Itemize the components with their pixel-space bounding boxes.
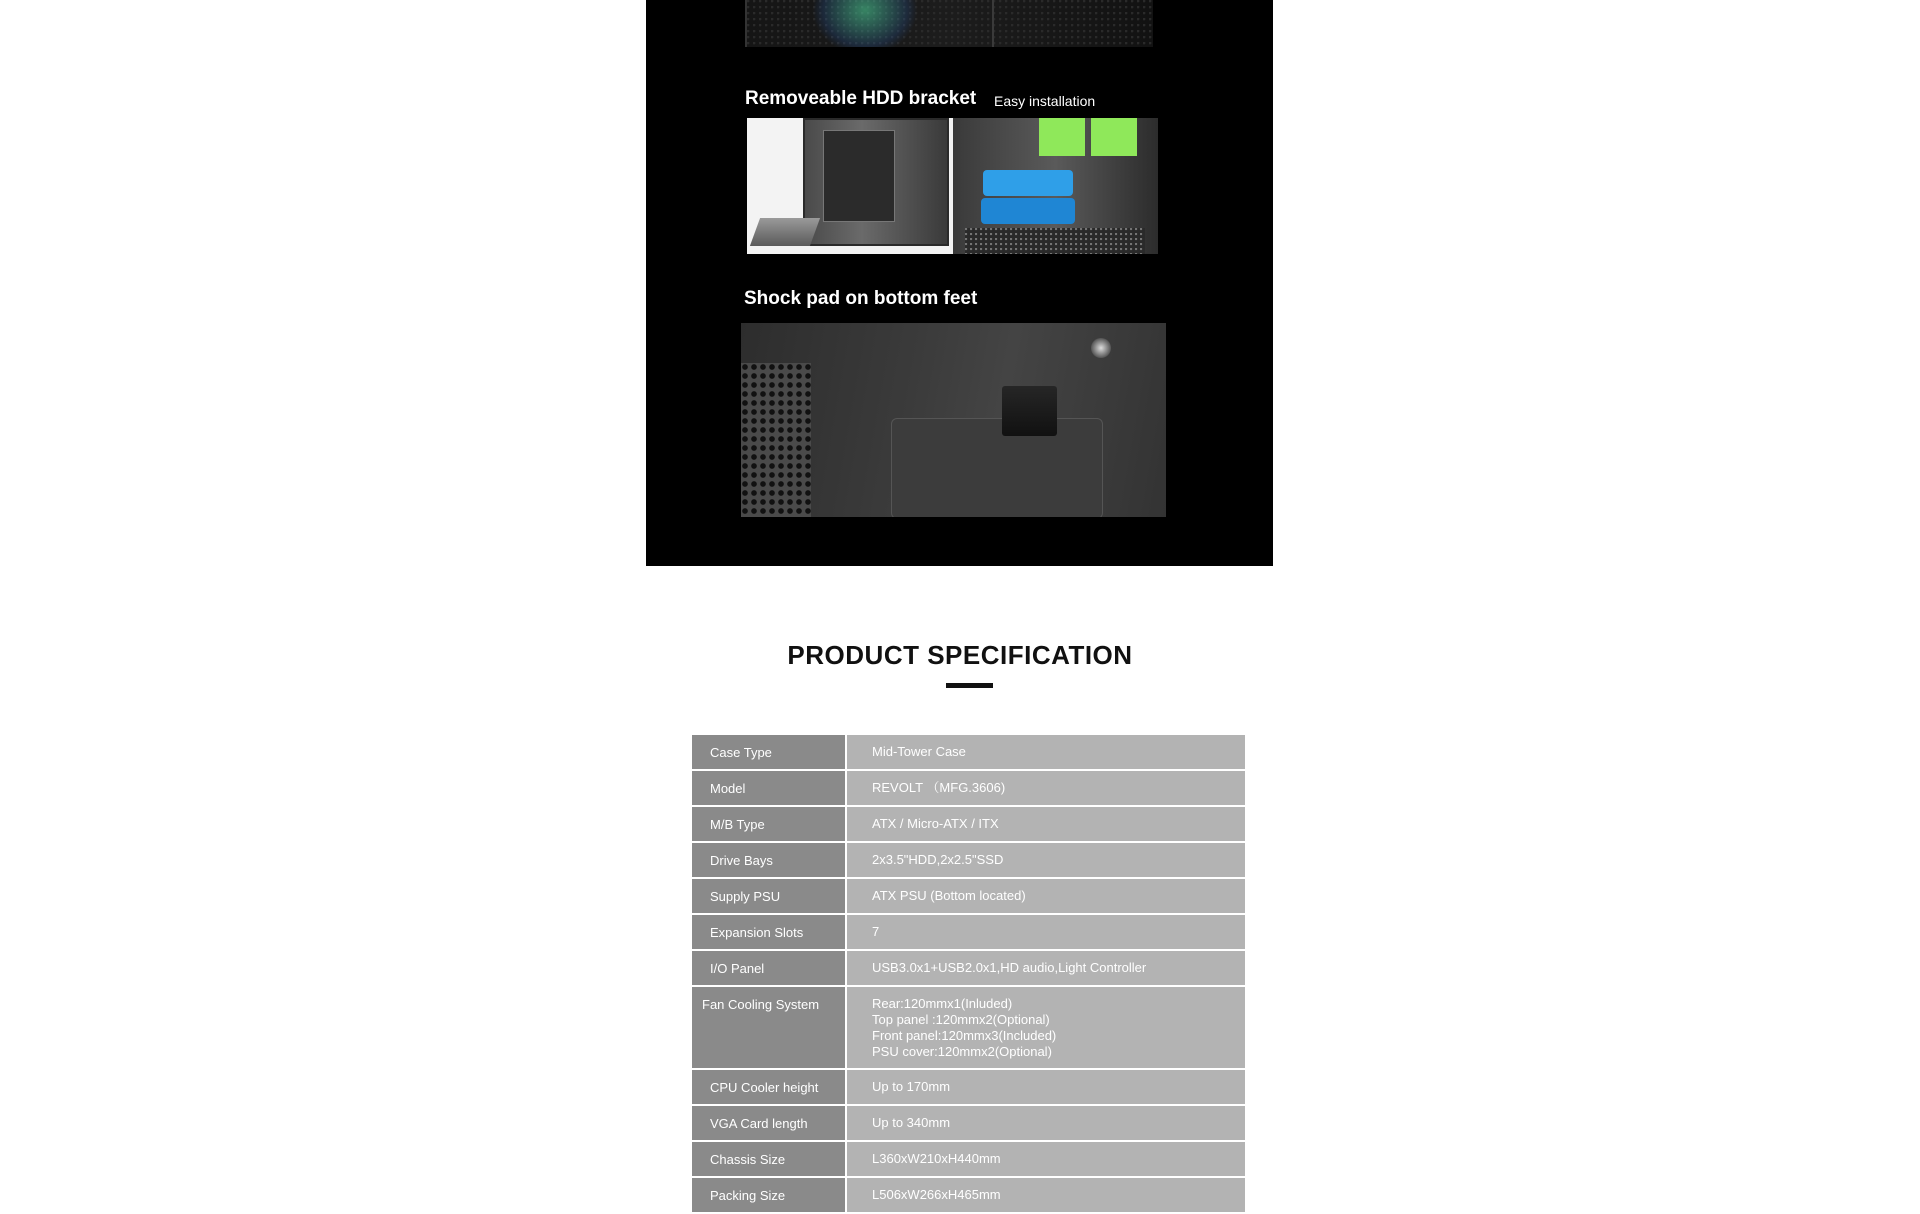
spec-label: VGA Card length: [692, 1106, 847, 1140]
hdd-bracket-subtitle: Easy installation: [994, 93, 1096, 109]
table-row: [692, 879, 1245, 913]
table-row: [692, 1142, 1245, 1176]
spec-label: Expansion Slots: [692, 915, 847, 949]
hdd-bracket-part: [750, 218, 820, 246]
ssd-slot: [1091, 118, 1137, 156]
fan-line: Front panel:120mmx3(Included): [872, 1027, 1057, 1043]
spec-label: M/B Type: [692, 807, 847, 841]
spec-value: Up to 340mm: [847, 1106, 1245, 1140]
spec-value-multiline: [847, 987, 1245, 1068]
fan-line: PSU cover:120mmx2(Optional): [872, 1043, 1052, 1059]
ssd-slot: [1039, 118, 1085, 156]
spec-label: Supply PSU: [692, 879, 847, 913]
spec-value: Mid-Tower Case: [847, 735, 1245, 769]
spec-label: Chassis Size: [692, 1142, 847, 1176]
screw-icon: [1091, 338, 1111, 358]
table-row: [692, 735, 1245, 769]
table-row: [692, 843, 1245, 877]
spec-value: 2x3.5"HDD,2x2.5"SSD: [847, 843, 1245, 877]
case-side-view: [803, 118, 949, 246]
fan-line: Rear:120mmx1(Inluded): [872, 995, 1013, 1011]
spec-value: L506xW266xH465mm: [847, 1178, 1245, 1212]
bottom-plate: [891, 418, 1103, 517]
spec-label: Case Type: [692, 735, 847, 769]
feature-panel: [646, 0, 1273, 566]
rubber-foot-pad: [1002, 386, 1057, 436]
spec-value: ATX / Micro-ATX / ITX: [847, 807, 1245, 841]
case-hdd-cage: [953, 118, 1158, 254]
spec-label: Drive Bays: [692, 843, 847, 877]
spec-label: Packing Size: [692, 1178, 847, 1212]
spec-label: Model: [692, 771, 847, 805]
spec-label: I/O Panel: [692, 951, 847, 985]
shock-pad-image: [741, 323, 1166, 517]
shock-pad-title: Shock pad on bottom feet: [744, 288, 978, 309]
table-row: [692, 915, 1245, 949]
fan-mesh-image: [745, 0, 1153, 47]
spec-value: USB3.0x1+USB2.0x1,HD audio,Light Controller: [847, 951, 1245, 985]
hdd-drive: [981, 198, 1075, 224]
spec-heading: PRODUCT SPECIFICATION: [787, 640, 1133, 670]
spec-value: ATX PSU (Bottom located): [847, 879, 1245, 913]
spec-value: Up to 170mm: [847, 1070, 1245, 1104]
table-row: [692, 987, 1245, 1068]
hdd-bracket-title: Removeable HDD bracket: [745, 88, 977, 109]
spec-table: [692, 733, 1245, 1214]
spec-value: 7: [847, 915, 1245, 949]
table-row: [692, 951, 1245, 985]
bottom-mesh: [741, 363, 811, 517]
hdd-drive: [983, 170, 1073, 196]
table-row: [692, 1070, 1245, 1104]
fan-line: Top panel :120mmx2(Optional): [872, 1011, 1050, 1027]
psu-cover-mesh: [965, 228, 1145, 254]
heading-underline: [946, 683, 993, 688]
table-row: [692, 1178, 1245, 1212]
spec-label: CPU Cooler height: [692, 1070, 847, 1104]
table-row: [692, 771, 1245, 805]
spec-value: L360xW210xH440mm: [847, 1142, 1245, 1176]
spec-value: REVOLT （MFG.3606): [847, 771, 1245, 805]
table-row: [692, 1106, 1245, 1140]
table-row: [692, 807, 1245, 841]
spec-label: Fan Cooling System: [692, 987, 847, 1068]
hdd-bracket-image: [747, 118, 1158, 254]
